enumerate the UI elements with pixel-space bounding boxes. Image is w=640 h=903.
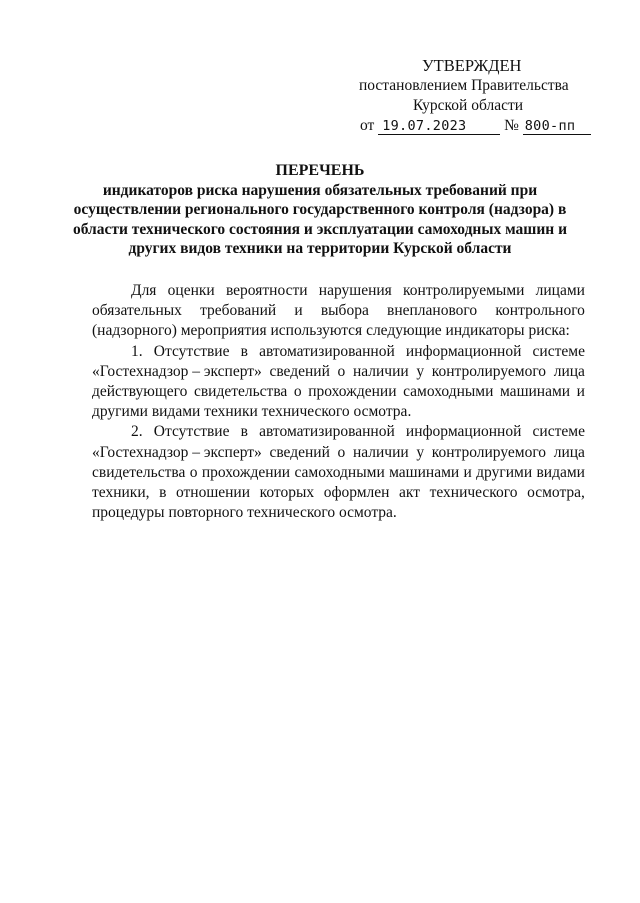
approval-number: 800-пп (523, 119, 591, 135)
approval-status: УТВЕРЖДЕН (422, 56, 522, 75)
word: о (189, 463, 198, 481)
word: наличии (352, 443, 409, 461)
word: видами (536, 463, 585, 481)
word: информационной (405, 423, 522, 441)
body-line (92, 463, 585, 483)
word: Отсутствие (153, 342, 230, 360)
word: лицами (535, 282, 585, 299)
word: и (463, 463, 472, 481)
approval-region: Курской области (413, 97, 524, 114)
word: внепланового (387, 302, 478, 320)
word: наличии (352, 362, 409, 380)
word: самоходными (294, 463, 385, 481)
approval-block (340, 56, 600, 136)
word: в (159, 484, 167, 502)
word: в (240, 423, 248, 441)
word: Для (131, 282, 157, 299)
word: контролируемого (431, 443, 547, 461)
word: свидетельства (92, 463, 186, 481)
word: автоматизированной (259, 342, 395, 360)
word: нарушения (318, 282, 392, 299)
title-line: других видов техники на территории Курской области (128, 240, 512, 257)
word: другими (476, 463, 533, 481)
word: обязательных (92, 302, 182, 320)
word: действующего (92, 383, 188, 401)
word: у (416, 362, 425, 380)
body-line: (надзорного) мероприятия используются следующие индикаторы риска: (92, 322, 570, 340)
word: прохождении (308, 383, 397, 401)
word: автоматизированной (259, 423, 395, 441)
word: самоходными (403, 383, 494, 401)
word: свидетельства (193, 383, 288, 401)
title-line: индикаторов риска нарушения обязательных требований при (102, 181, 538, 199)
word: оформлен (323, 484, 390, 502)
word: лица (553, 362, 585, 380)
word: требований (200, 302, 277, 320)
word: отношении (175, 484, 251, 502)
document-title (60, 161, 580, 259)
word: машинами (499, 383, 571, 401)
word: выбора (320, 302, 369, 320)
document-body (92, 281, 585, 523)
word: о (337, 443, 346, 461)
word: машинами (389, 463, 460, 481)
title-line: осуществлении регионального государственного контроля (надзора) в (73, 201, 567, 218)
word: в (240, 342, 248, 360)
word: оценки (167, 282, 215, 299)
word: и (294, 302, 303, 320)
word: техники, (92, 484, 150, 502)
word: «Гостехнадзор – эксперт» (92, 362, 262, 380)
word: информационной (405, 342, 522, 360)
word: контрольного (495, 302, 585, 320)
word: прохождении (201, 463, 291, 481)
title-heading: ПЕРЕЧЕНЬ (275, 162, 365, 179)
approval-issuer: постановлением Правительства (359, 77, 569, 94)
body-line: процедуры повторного технического осмотра. (92, 504, 397, 522)
word: 1. (131, 342, 143, 360)
body-line (92, 362, 585, 382)
body-line (92, 483, 585, 503)
word: системе (532, 423, 585, 441)
body-line (92, 382, 585, 402)
word: технического (429, 484, 518, 502)
word: о (337, 362, 346, 380)
word: у (416, 443, 425, 461)
date-prefix: от (360, 117, 375, 134)
body-line (92, 443, 585, 463)
word: вероятности (225, 282, 308, 299)
body-line (92, 281, 585, 301)
word: «Гостехнадзор – эксперт» (92, 443, 262, 461)
word: контролируемого (431, 362, 547, 380)
word: системе (532, 342, 585, 360)
body-line (92, 301, 585, 321)
word: контролируемыми (403, 282, 525, 299)
word: лица (553, 443, 585, 461)
word: сведений (269, 362, 330, 380)
word: Отсутствие (153, 423, 230, 441)
word: 2. (131, 423, 143, 441)
approval-date: 19.07.2023 (378, 119, 500, 135)
title-line: области технического состояния и эксплуатации самоходных машин и (72, 220, 568, 238)
word: акт (399, 484, 421, 502)
word: о (293, 383, 302, 401)
word: сведений (269, 443, 330, 461)
word: которых (259, 484, 315, 502)
word: и (576, 383, 585, 401)
body-line: другими видами техники технического осмотра. (92, 403, 412, 421)
approval-date-number (340, 116, 600, 136)
word: осмотра, (527, 484, 585, 502)
body-line (92, 422, 585, 442)
number-prefix: № (504, 117, 519, 134)
body-line (92, 342, 585, 362)
